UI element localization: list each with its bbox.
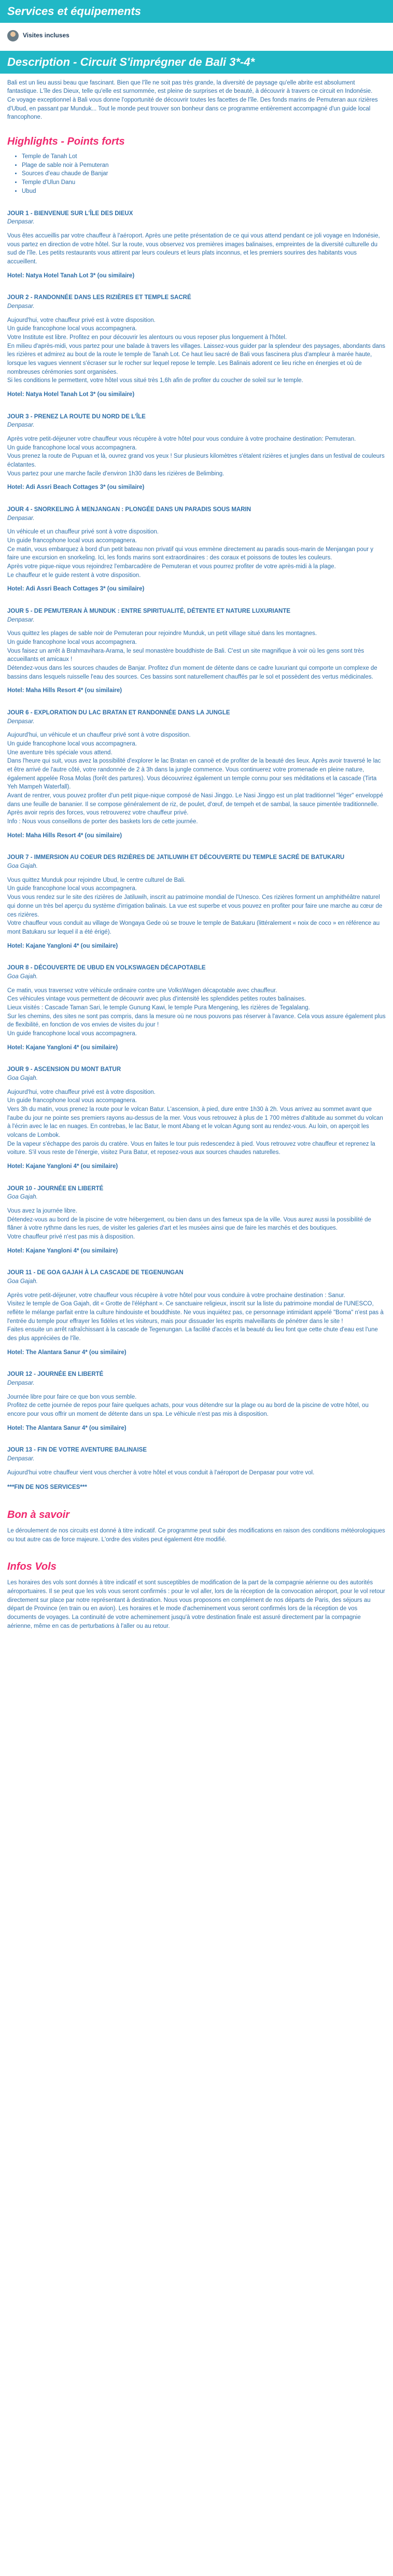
day-paragraph: Ces véhicules vintage vous permettent de découvrir avec plus d'intensité les splendides petites routes balinaises. — [7, 996, 306, 1003]
day-paragraph: Aujourd'hui, votre chauffeur privé est à votre disposition. — [7, 317, 156, 323]
day-block — [7, 293, 386, 399]
day-title: JOUR 13 - FIN DE VOTRE AVENTURE BALINAISE — [7, 1447, 147, 1454]
day-paragraph: Détendez-vous dans les sources chaudes de Banjar. Profitez d'un moment de détente dans ce cadre luxuriant qui comporte un complexe de bassins dans lesquels ruisselle l'eau des sources. Ces bassins sont naturellement chauffés par le sol et possèdent des vertus médicinales. — [7, 665, 377, 680]
day-title: JOUR 9 - ASCENSION DU MONT BATUR — [7, 1066, 121, 1073]
end-section — [0, 1483, 393, 1630]
bon-a-savoir-title: Bon à savoir — [7, 1509, 70, 1521]
day-block — [7, 1269, 386, 1357]
day-paragraph: Votre chauffeur privé n'est pas mis à disposition. — [7, 1233, 135, 1240]
day-paragraph: Détendez-vous au bord de la piscine de votre hébergement, ou bien dans un des fameux spa de la ville. Vous aurez aussi la possibilité de flâner à votre rythme dans les rues, de visiter les galeries d'art et les musées ainsi que de faire les marchés et des boutiques. — [7, 1216, 371, 1232]
day-title: JOUR 12 - JOURNÉE EN LIBERTÉ — [7, 1371, 104, 1378]
description-intro — [0, 74, 393, 122]
day-title: JOUR 5 - DE PEMUTERAN À MUNDUK : ENTRE SPIRITUALITÉ, DÉTENTE ET NATURE LUXURIANTE — [7, 608, 291, 615]
day-paragraph: Un véhicule et un chauffeur privé sont à votre disposition. — [7, 529, 159, 536]
day-paragraph: Ce matin, vous traversez votre véhicule ordinaire contre une VolksWagen décapotable avec chauffeur. — [7, 987, 277, 994]
day-paragraph: Un guide francophone local vous accompagnera. — [7, 639, 137, 646]
day-block — [7, 964, 386, 1052]
day-title: JOUR 8 - DÉCOUVERTE DE UBUD EN VOLKSWAGEN DÉCAPOTABLE — [7, 965, 206, 972]
day-hotel: Hotel: Maha Hills Resort 4* (ou similaire) — [7, 832, 122, 839]
day-place: Goa Gajah. — [7, 863, 38, 870]
day-block — [7, 209, 386, 280]
highlight-item: • Temple de Tanah Lot — [22, 152, 386, 161]
day-place: Denpasar. — [7, 219, 35, 226]
day-hotel: Hotel: Natya Hotel Tanah Lot 3* (ou similaire) — [7, 391, 135, 398]
highlights — [0, 134, 393, 195]
included-visits-label: Visites incluses — [23, 32, 69, 39]
day-paragraph: Vous êtes accueillis par votre chauffeur à l'aéroport. Après une petite présentation de ce qui vous attend pendant ce joli voyage en Indonésie, vous partez en direction de votre hôtel. Sur la route, vous observez vos premières images balinaises, empreintes de la diversité culturelle du sud de l'île. Les petits restaurants vous attirent par leurs couleurs et leurs plats inconnus, et les premiers sourires des habitants vous accueillent. — [7, 232, 380, 265]
day-paragraph: De la vapeur s'échappe des parois du cratère. Vous en faites le tour puis redescendez à pied. Vous retrouvez votre chauffeur et reprenez la voiture. S'il vous reste de l'énergie, visitez Pura Batur, et reposez-vous aux sources chaudes naturelles. — [7, 1141, 375, 1156]
highlight-item: • Temple d'Ulun Danu — [22, 178, 386, 187]
day-paragraph: Un guide francophone local vous accompagnera. — [7, 741, 137, 748]
infos-vols-title: Infos Vols — [7, 1561, 57, 1573]
day-place: Goa Gajah. — [7, 1075, 38, 1081]
day-paragraph: Aujourd'hui, un véhicule et un chauffeur privé sont à votre disposition. — [7, 732, 191, 739]
day-place: Denpasar. — [7, 1380, 35, 1387]
day-hotel: Hotel: Kajane Yangloni 4* (ou similaire) — [7, 1163, 118, 1170]
day-place: Denpasar. — [7, 515, 35, 522]
day-title: JOUR 11 - DE GOA GAJAH À LA CASCADE DE TEGENUNGAN — [7, 1270, 184, 1276]
day-block — [7, 607, 386, 695]
day-paragraph: Profitez de cette journée de repos pour faire quelques achats, pour vous détendre sur la plage ou au bord de la piscine de votre hôtel, ou encore pour vous offrir un moment de détente dans un spa. Le véhicule n'est pas mis à disposition. — [7, 1402, 369, 1418]
intro-paragraph: Bali est un lieu aussi beau que fascinant. Bien que l'île ne soit pas très grande, la diversité de paysage qu'elle abrite est absolument fantastique. L'île des Dieux, telle qu'elle est surnommée, est pleine de surprises et de beauté, à découvrir à travers ce circuit en Indonésie. — [7, 79, 373, 95]
day-paragraph: En milieu d'après-midi, vous partez pour une balade à travers les villages. Laissez-vous guider par la splendeur des paysages, abondants dans les rizières et admirez au bout de la route le temple de Tanah Lot. Ce haut lieu sacré de Bali vous fascinera plus d'ampleur à marée haute, lorsque les vagues viennent s'écraser sur le rocher sur lequel repose le temple. Les Balinais adorent ce lieu riche en énergies et où de nombreuses cérémonies sont organisées. — [7, 343, 386, 375]
day-place: Denpasar. — [7, 616, 35, 623]
day-paragraph: Lieux visités : Cascade Taman Sari, le temple Gunung Kawi, le temple Pura Mengening, les rizières de Tegalalang. — [7, 1004, 310, 1011]
day-title: JOUR 2 - RANDONNÉE DANS LES RIZIÈRES ET TEMPLE SACRÉ — [7, 294, 191, 301]
day-paragraph: Journée libre pour faire ce que bon vous semble. — [7, 1393, 137, 1400]
day-place: Denpasar. — [7, 1456, 35, 1462]
day-block — [7, 853, 386, 950]
day-paragraph: Vous prenez la route de Pupuan et là, ouvrez grand vos yeux ! Sur plusieurs kilomètres s'étalent rizières et jungles dans un festival de couleurs éclatantes. — [7, 453, 385, 468]
day-place: Goa Gajah. — [7, 973, 38, 980]
highlight-item: • Plage de sable noir à Pemuteran — [22, 161, 386, 170]
guide-person-icon — [7, 30, 19, 41]
day-block — [7, 413, 386, 492]
day-title: JOUR 1 - BIENVENUE SUR L'ÎLE DES DIEUX — [7, 210, 133, 217]
highlights-title: Highlights - Points forts — [7, 136, 125, 148]
day-paragraph: Faites ensuite un arrêt rafraîchissant à la cascade de Tegenungan. La facilité d'accès et la beauté du lieu font que cette chute d'eau est l'une des plus appréciées de l'île. — [7, 1327, 378, 1342]
end-note: ***FIN DE NOS SERVICES*** — [7, 1484, 87, 1491]
day-paragraph: Si les conditions le permettent, votre hôtel vous situé très 1,6h afin de profiter du coucher de soleil sur le temple. — [7, 377, 303, 384]
day-place: Denpasar. — [7, 718, 35, 725]
day-paragraph: Aujourd'hui votre chauffeur vient vous chercher à votre hôtel et vous conduit à l'aéroport de Denpasar pour votre vol. — [7, 1469, 315, 1476]
infos-vols-text: Les horaires des vols sont donnés à titre indicatif et sont susceptibles de modification de la part de la compagnie aérienne ou des autorités aéroportuaires. Il se peut que les vols vous seront confirmés : pour le vol aller, lors de la réception de la convocation aéroport, pour le vol retour directement sur place par notre représentant à destination. Nous vous proposons en complément de nos départs de Paris, des séjours au départ de Province (en train ou en avion). Les horaires et le mode d'acheminement vous seront confirmés lors de la réception de vos documents de voyages. La continuité de votre acheminement jusqu'à votre destination finale est assuré directement par la compagnie aérienne, même en cas de perturbations à l'aller ou au retour. — [7, 1580, 385, 1629]
day-title: JOUR 4 - SNORKELING À MENJANGAN : PLONGÉE DANS UN PARADIS SOUS MARIN — [7, 506, 251, 513]
highlights-list — [7, 152, 386, 195]
day-hotel: Hotel: Maha Hills Resort 4* (ou similaire) — [7, 687, 122, 694]
day-block — [7, 1065, 386, 1171]
highlight-item: • Ubud — [22, 187, 386, 196]
day-paragraph: Vous quittez les plages de sable noir de Pemuteran pour rejoindre Munduk, un petit village situé dans les montagnes. — [7, 630, 317, 637]
day-paragraph: Visitez le temple de Goa Gajah, dit « Grotte de l'éléphant ». Ce sanctuaire religieux, inscrit sur la liste du patrimoine mondial de l'UNESCO, reflète le mélange parfait entre la culture hindouiste et bouddhiste. Ne vous inquiétez pas, ce personnage intimidant appelé "Boma" n'est pas à l'entrée du temple pour effrayer les fidèles et les visiteurs, mais pour dissuader les esprits malveillants de pénétrer dans le site ! — [7, 1301, 384, 1325]
day-block — [7, 505, 386, 594]
day-hotel: Hotel: Kajane Yangloni 4* (ou similaire) — [7, 1247, 118, 1254]
day-paragraph: Après votre pique-nique vous rejoindrez l'embarcadère de Pemuteran et vous pourrez profiter de votre après-midi à la plage. — [7, 564, 336, 570]
day-paragraph: Vous partez pour une marche facile d'environ 1h30 dans les rizières de Belimbing. — [7, 470, 224, 477]
description-title: Description - Circuit S'imprégner de Bali 3*-4* — [0, 51, 393, 74]
day-title: JOUR 6 - EXPLORATION DU LAC BRATAN ET RANDONNÉE DANS LA JUNGLE — [7, 710, 230, 716]
day-paragraph: Une aventure très spéciale vous attend. — [7, 749, 113, 756]
day-paragraph: Vous faisez un arrêt à Brahmavihara-Arama, le seul monastère bouddhiste de Bali. C'est un site magnifique à voir où les gens sont très accueillants et amicaux ! — [7, 647, 364, 663]
day-paragraph: Avant de rentrer, vous pouvez profiter d'un petit pique-nique composé de Nasi Jinggo. Le Nasi Jinggo est un plat traditionnel "léger" enveloppé dans une feuille de bananier. Il se compose généralement de riz, de poulet, d'œuf, de tempeh et de sambal, la sauce pimentée traditionnelle. — [7, 793, 383, 808]
day-hotel: Hotel: Kajane Yangloni 4* (ou similaire) — [7, 1044, 118, 1051]
day-title: JOUR 7 - IMMERSION AU COEUR DES RIZIÈRES DE JATILUWIH ET DÉCOUVERTE DU TEMPLE SACRÉ DE BATUKARU — [7, 854, 345, 861]
day-place: Goa Gajah. — [7, 1194, 38, 1201]
day-paragraph: Sur les chemins, des sites ne sont pas compris, dans la mesure où ne nous pouvons pas réserver à l'avance. Cela vous assure également plus de flexibilité, en fonction de vos envies de visites du jour ! — [7, 1013, 386, 1029]
day-block — [7, 709, 386, 840]
day-place: Goa Gajah. — [7, 1278, 38, 1285]
intro-paragraph: Ce voyage exceptionnel à Bali vous donne l'opportunité de découvrir toutes les facettes de l'île. Des fonds marins de Pemuteran aux rizières d'Ubud, en passant par Munduk... Tout le monde peut trouver son bonheur dans ce programme entièrement accompagné d'un guide local francophone. — [7, 97, 378, 121]
day-place: Denpasar. — [7, 303, 35, 309]
day-block — [7, 1370, 386, 1432]
day-paragraph: Info : Nous vous conseillons de porter des baskets lors de cette journée. — [7, 819, 198, 825]
day-title: JOUR 3 - PRENEZ LA ROUTE DU NORD DE L'ÎLE — [7, 413, 146, 420]
day-paragraph: Un guide francophone local vous accompagnera. — [7, 1097, 137, 1104]
itinerary-days — [0, 209, 393, 1477]
day-paragraph: Dans l'heure qui suit, vous avez la possibilité d'explorer le lac Bratan en canoë et de profiter de la beauté des lieux. Après avoir traversé le lac et être arrivé de l'autre côté, votre randonnée de 2 à 3h dans la jungle commence. Vous continuerez votre promenade en pleine nature, également appelée Rosa Molas (forêt des partures). Vous découvrirez également un temple connu pour ses méditations et la cascade (Tirta Yeh Mampeh Waterfall). — [7, 758, 381, 791]
day-hotel: Hotel: The Alantara Sanur 4* (ou similaire) — [7, 1425, 127, 1431]
day-paragraph: Un guide francophone local vous accompagnera. — [7, 885, 137, 892]
day-hotel: Hotel: Natya Hotel Tanah Lot 3* (ou similaire) — [7, 272, 135, 279]
highlight-item: • Sources d'eau chaude de Banjar — [22, 170, 386, 178]
day-paragraph: Après votre petit-déjeuner, votre chauffeur vous récupère à votre hôtel pour vous conduire à votre prochaine destination : Sanur. — [7, 1292, 345, 1299]
day-paragraph: Vous avez la journée libre. — [7, 1207, 77, 1214]
day-paragraph: Le chauffeur et le guide restent à votre disposition. — [7, 572, 141, 579]
services-title: Services et équipements — [0, 0, 393, 23]
day-paragraph: Ce matin, vous embarquez à bord d'un petit bateau non privatif qui vous emmène directement au paradis sous-marin de Menjangan pour y faire une excursion en snorkeling. Ici, les fonds marins sont extraordinaires : des coraux et poissons de toutes les couleurs. — [7, 546, 374, 561]
day-paragraph: Un guide francophone local vous accompagnera. — [7, 444, 137, 451]
day-paragraph: Un guide francophone local vous accompagnera. — [7, 1030, 137, 1037]
day-paragraph: Un guide francophone local vous accompagnera. — [7, 537, 137, 544]
day-hotel: Hotel: Kajane Yangloni 4* (ou similaire) — [7, 942, 118, 949]
day-place: Denpasar. — [7, 422, 35, 429]
day-hotel: Hotel: The Alantara Sanur 4* (ou similaire) — [7, 1349, 127, 1356]
day-paragraph: Vers 3h du matin, vous prenez la route pour le volcan Batur. L'ascension, à pied, dure entre 1h30 à 2h. Vous arrivez au sommet avant que l'aube du jour ne pointe ses premiers rayons au-dessus de la mer. Vous vous retrouvez à plus de 1 700 mètres d'altitude au sommet du volcan à l'écrin avec le lac en nuages. En contrebas, le lac Batur, le mont Abang et le volcan Agung sont au rendez-vous. Au loin, on aperçoit les volcans de Lombok. — [7, 1106, 383, 1138]
day-paragraph: Votre Institute est libre. Profitez en pour découvrir les alentours ou vous reposer plus longuement à l'hôtel. — [7, 334, 287, 341]
included-visits — [0, 23, 393, 46]
day-hotel: Hotel: Adi Assri Beach Cottages 3* (ou similaire) — [7, 586, 145, 593]
day-title: JOUR 10 - JOURNÉE EN LIBERTÉ — [7, 1185, 104, 1192]
day-paragraph: Aujourd'hui, votre chauffeur privé est à votre disposition. — [7, 1089, 156, 1095]
day-block — [7, 1446, 386, 1477]
day-paragraph: Un guide francophone local vous accompagnera. — [7, 326, 137, 332]
day-hotel: Hotel: Adi Assri Beach Cottages 3* (ou similaire) — [7, 484, 145, 491]
day-paragraph: Votre chauffeur vous conduit au village de Wongaya Gede où se trouve le temple de Batukaru (littéralement « noix de coco » en référence au mont Batukaru sur lequel il a été érigé). — [7, 920, 380, 935]
day-paragraph: Après votre petit-déjeuner votre chauffeur vous récupère à votre hôtel pour vous conduire à votre prochaine destination: Pemuteran. — [7, 435, 356, 442]
day-block — [7, 1185, 386, 1256]
day-paragraph: Vous vous rendez sur le site des rizières de Jatiluwih, inscrit au patrimoine mondial de l'Unesco. Ces rizières forment un amphithéâtre naturel qui donne un très bel aperçu du système d'irrigation balinais. La vue est superbe et vous pouvez en profiter pour faire une marche au cœur de ces rizières. — [7, 894, 383, 918]
day-paragraph: Vous quittez Munduk pour rejoindre Ubud, le centre culturel de Bali. — [7, 877, 186, 883]
day-paragraph: Après avoir repris des forces, vous retrouverez votre chauffeur privé. — [7, 810, 189, 817]
bon-a-savoir-text: Le déroulement de nos circuits est donné à titre indicatif. Ce programme peut subir des modifications en raison des conditions météorologiques ou tout autre cas de force majeure. L'ordre des visites peut également être modifié. — [7, 1528, 385, 1543]
